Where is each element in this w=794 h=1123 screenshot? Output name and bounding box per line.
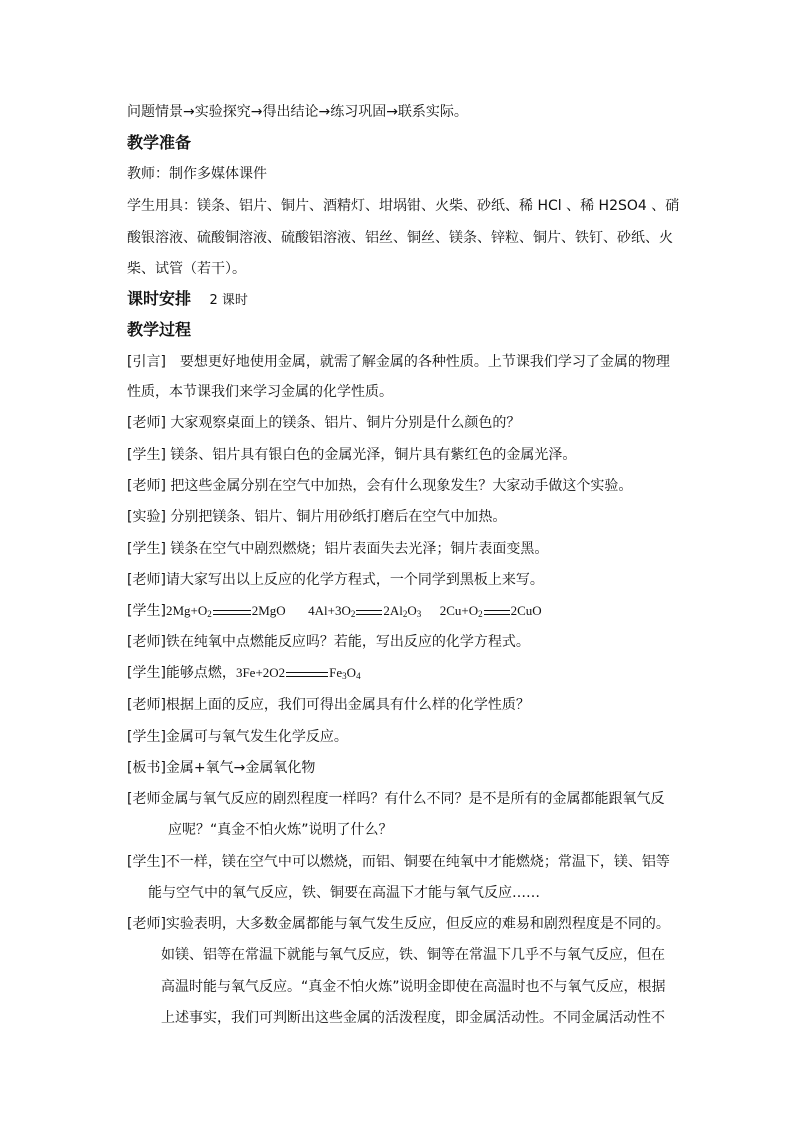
intro-line-1: [引言] 要想更好地使用金属，就需了解金属的各种性质。上节课我们学习了金属的物理 (127, 354, 670, 370)
teacher-summary-line-1: [老师]实验表明，大多数金属都能与氧气发生反应，但反应的难易和剧烈程度是不同的。 (127, 916, 670, 932)
teacher-property-question: [老师]根据上面的反应，我们可得出金属具有什么样的化学性质？ (127, 697, 530, 713)
student-intensity-line-1: [学生]不一样，镁在空气中可以燃烧，而铝、铜要在纯氧中才能燃烧；常温下，镁、铝等 (127, 854, 670, 870)
equation-mg: $2Mg+O_2$ 2MgO (165, 603, 286, 619)
teacher-heat-prompt: [老师] 把这些金属分别在空气中加热，会有什么现象发生？大家动手做这个实验。 (127, 478, 633, 494)
student-iron-answer (127, 663, 361, 683)
teacher-intensity-line-2: 应呢？“真金不怕火炼”说明了什么？ (168, 822, 393, 838)
equation-al: $4Al+3O_2$ $2Al_2O_3$ (308, 603, 422, 619)
teacher-summary-line-3: 高温时能与氧气反应。“真金不怕火炼”说明金即使在高温时也不与氧气反应，根据 (161, 979, 666, 995)
schedule-value: 2 课时 (209, 293, 248, 308)
teacher-iron-question: [老师]铁在纯氧中点燃能反应吗？若能，写出反应的化学方程式。 (127, 634, 530, 650)
student-prep-line-3: 柴、试管（若干）。 (127, 261, 246, 277)
student-intensity-line-2: 能与空气中的氧气反应，铁、铜要在高温下才能与氧气反应…… (148, 885, 540, 901)
experiment-step: [实验] 分别把镁条、铝片、铜片用砂纸打磨后在空气中加热。 (127, 509, 507, 525)
heading-teaching-process: 教学过程 (127, 320, 192, 339)
teaching-flow: 问题情景→实验探究→得出结论→练习巩固→联系实际。 (127, 104, 468, 120)
teacher-summary-line-2: 如镁、铝等在常温下就能与氧气反应，铁、铜等在常温下几乎不与氧气反应，但在 (161, 947, 665, 963)
student-label: [学生] (127, 603, 166, 619)
student-observation: [学生] 镁条在空气中剧烈燃烧；铝片表面失去光泽；铜片表面变黑。 (127, 541, 549, 557)
heading-teaching-prep: 教学准备 (127, 133, 192, 152)
student-prep-line-1: 学生用具：镁条、铝片、铜片、酒精灯、坩埚钳、火柴、砂纸、稀 HCl 、稀 H2SO4 、硝 (127, 198, 680, 214)
teacher-question-color: [老师] 大家观察桌面上的镁条、铝片、铜片分别是什么颜色的？ (127, 415, 521, 431)
student-prep-line-2: 酸银溶液、硫酸铜溶液、硫酸铝溶液、铝丝、铜丝、镁条、锌粒、铜片、铁钉、砂纸、火 (127, 230, 673, 246)
teacher-prep: 教师：制作多媒体课件 (127, 166, 267, 182)
intro-line-2: 性质，本节课我们来学习金属的化学性质。 (127, 384, 393, 400)
student-equations (127, 601, 542, 621)
teacher-equation-prompt: [老师]请大家写出以上反应的化学方程式，一个同学到黑板上来写。 (127, 572, 544, 588)
board-note: [板书]金属+氧气→金属氧化物 (127, 760, 316, 776)
heading-schedule: 课时安排 (127, 289, 192, 308)
student-answer-color: [学生] 镁条、铝片具有银白色的金属光泽，铜片具有紫红色的金属光泽。 (127, 447, 577, 463)
teacher-summary-line-4: 上述事实，我们可判断出这些金属的活泼程度，即金属活动性。不同金属活动性不 (161, 1010, 665, 1026)
student-iron-text: [学生]能够点燃， (127, 665, 236, 681)
schedule-row (127, 289, 248, 311)
equation-cu: $2Cu+O_2$ 2CuO (439, 603, 542, 619)
student-property-answer: [学生]金属可与氧气发生化学反应。 (127, 729, 348, 745)
equation-fe: 3Fe+2O2 $Fe_3O_4$ (235, 665, 361, 681)
teacher-intensity-line-1: [老师金属与氧气反应的剧烈程度一样吗？有什么不同？是不是所有的金属都能跟氧气反 (127, 791, 665, 807)
